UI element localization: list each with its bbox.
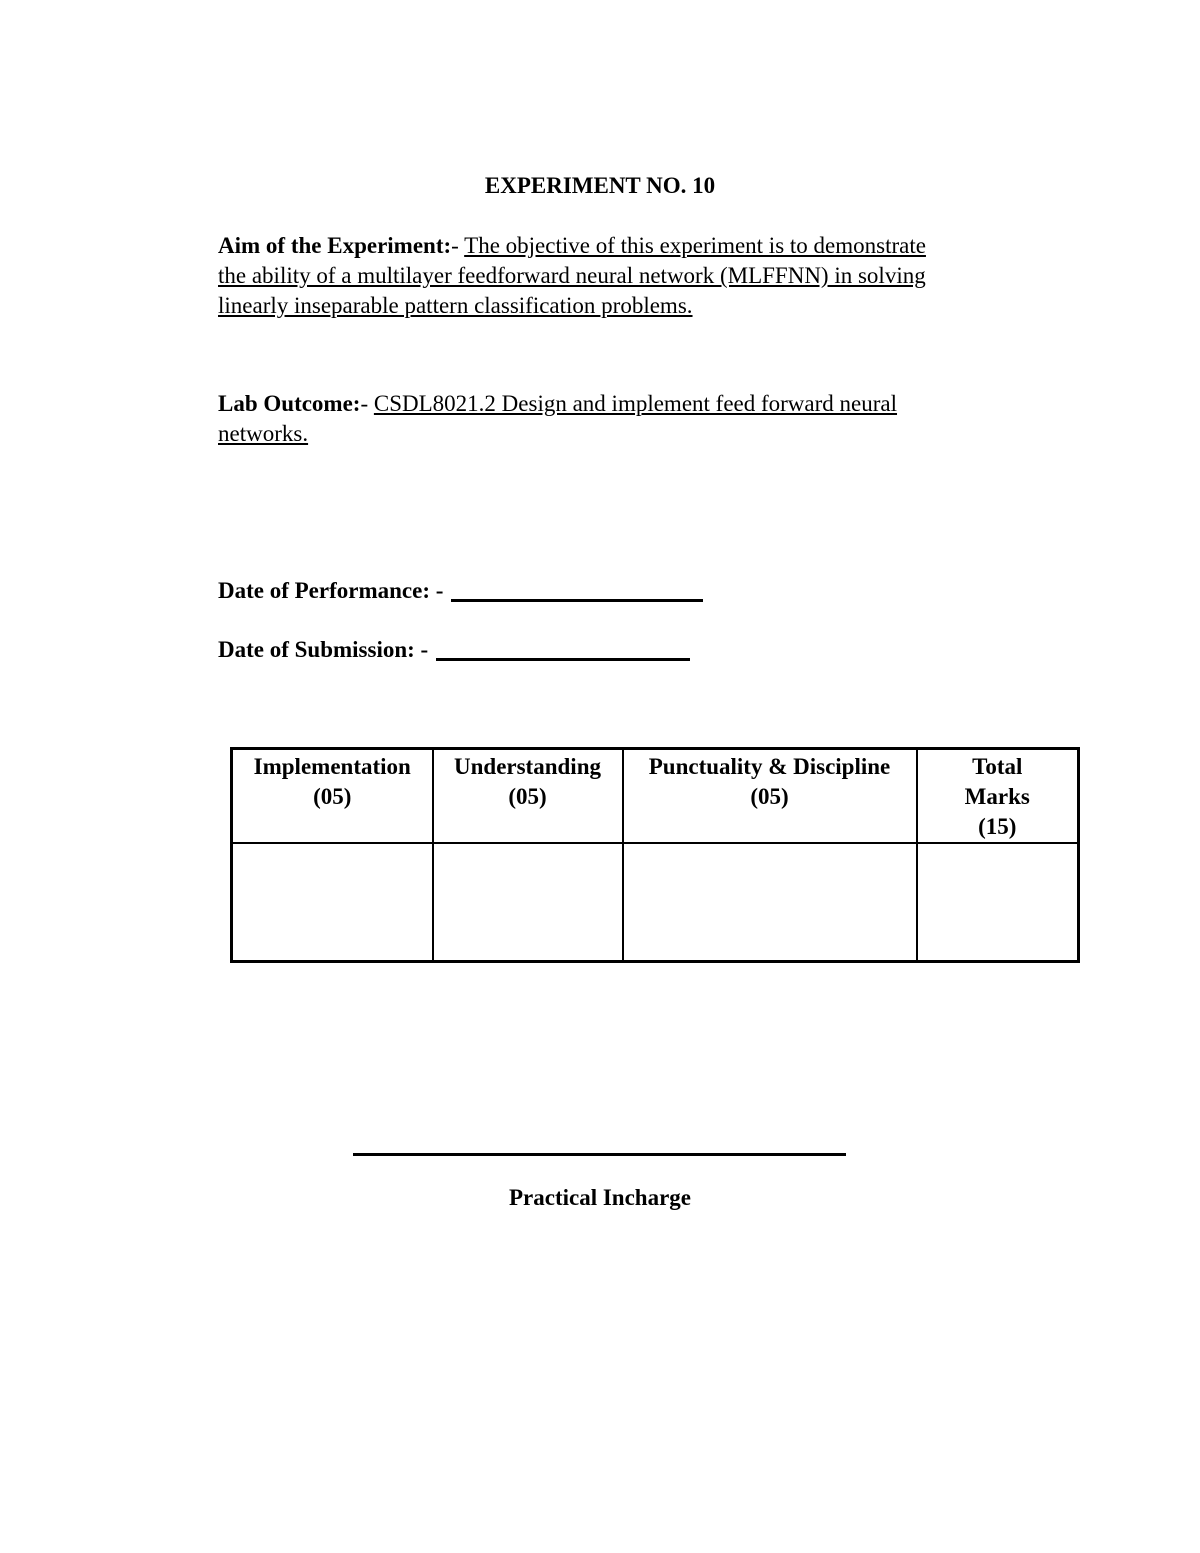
total-label: Total: [972, 754, 1023, 779]
signature-line: [353, 1153, 846, 1156]
marks-table: [230, 747, 1080, 963]
lab-outcome-label: Lab Outcome:: [218, 391, 361, 416]
marks-header-row: [232, 749, 1079, 844]
date-of-performance-label: Date of Performance: -: [218, 578, 444, 603]
implementation-marks-cell: [232, 843, 433, 962]
understanding-marks-cell: [433, 843, 623, 962]
punctuality-header: [623, 749, 917, 844]
date-of-performance-blank: [451, 599, 703, 602]
punctuality-label: Punctuality & Discipline: [648, 754, 891, 779]
date-of-submission-blank: [436, 658, 690, 661]
punctuality-marks-cell: [623, 843, 917, 962]
implementation-header: [232, 749, 433, 844]
implementation-label: Implementation: [253, 754, 411, 779]
lab-outcome-section: [218, 389, 938, 449]
signature-label: Practical Incharge: [508, 1185, 692, 1210]
lab-outcome-separator: -: [360, 391, 374, 416]
understanding-header: [433, 749, 623, 844]
total-marks-cell: [917, 843, 1079, 962]
date-of-submission-row: [218, 635, 690, 665]
lab-outcome-text: CSDL8021.2 Design and implement feed forward neural networks.: [218, 391, 898, 446]
total-max: (15): [978, 814, 1017, 839]
aim-label: Aim of the Experiment:: [218, 233, 452, 258]
experiment-title: EXPERIMENT NO. 10: [484, 173, 716, 198]
date-of-submission-label: Date of Submission: -: [218, 637, 429, 662]
understanding-max: (05): [508, 784, 547, 809]
date-of-performance-row: [218, 576, 703, 606]
aim-separator: -: [451, 233, 465, 258]
aim-text: The objective of this experiment is to demonstrate the ability of a multilayer feedforward neural network (MLFFNN) in solving linearly inseparable pattern classification problems.: [218, 233, 926, 318]
marks-entry-row: [232, 843, 1079, 962]
total-marks-header: [917, 749, 1079, 844]
understanding-label: Understanding: [454, 754, 601, 779]
punctuality-max: (05): [750, 784, 789, 809]
marks-label: Marks: [964, 784, 1030, 809]
implementation-max: (05): [313, 784, 352, 809]
aim-section: [218, 231, 938, 321]
